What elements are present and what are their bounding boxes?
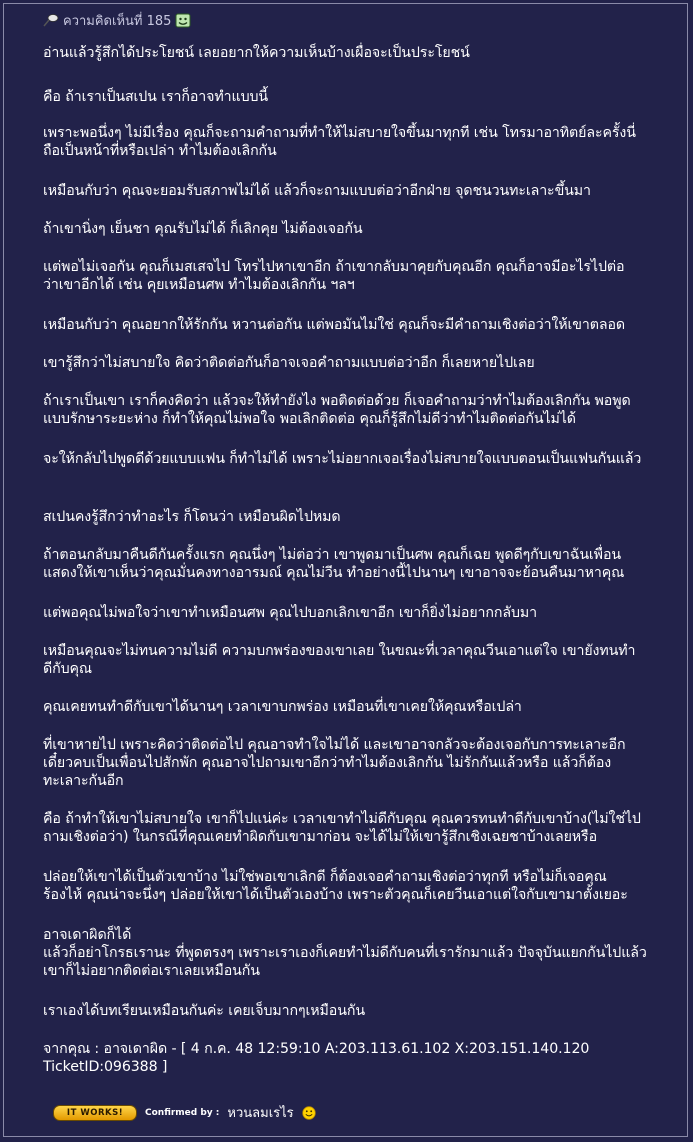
badge-label: IT WORKS! (66, 1107, 124, 1118)
smiley-icon (302, 1106, 316, 1120)
it-works-badge (53, 1105, 137, 1121)
comment-paragraph: เราเองได้บทเรียนเหมือนกันค่ะ เคยเจ็บมากๆเหมือนกัน (43, 1003, 365, 1019)
signature (53, 1102, 316, 1123)
comment-paragraph: จากคุณ : อาจเดาผิด - [ 4 ก.ค. 48 12:59:10 A:203.113.61.102 X:203.151.140.120 TicketID:096388 ] (43, 1041, 590, 1075)
comment-paragraph: สเปนคงรู้สึกว่าทำอะไร ก็โดนว่า เหมือนผิดไปหมด (43, 509, 341, 525)
comment-paragraph: จะให้กลับไปพูดดีด้วยแบบแฟน ก็ทำไม่ได้ เพราะไม่อยากเจอเรื่องไม่สบายใจแบบตอนเป็นแฟนกันแล้ว (43, 451, 642, 467)
comment-paragraph: แต่พอไม่เจอกัน คุณก็เมสเสจไป โทรไปหาเขาอีก ถ้าเขากลับมาคุยกับคุณอีก คุณก็อาจมีอะไรไปต่อ ว่าเขาอีกได้ เช่น คุยเหมือนศพ ทำไมต้องเลิกกัน ฯลฯ (43, 259, 625, 293)
comment-paragraph: อาจเดาผิดก็ได้ แล้วก็อย่าโกรธเรานะ ที่พูดตรงๆ เพราะเราเองก็เคยทำไม่ดีกับคนที่เรารักมาแล้ว ปัจจุบันแยกกันไปแล้ว เขาก็ไม่อยากติดต่อเราเลยเหมือนกัน (43, 927, 647, 979)
comment-paragraph: เพราะพอนึ่งๆ ไม่มีเรื่อง คุณก็จะถามคำถามที่ทำให้ไม่สบายใจขึ้นมาทุกที เช่น โทรมาอาทิตย์ละครั้งนี่ ถือเป็นหน้าที่หรือเปล่า ทำไมต้องเลิกกัน (43, 125, 636, 159)
comment-box (3, 3, 688, 1137)
comment-paragraph: ปล่อยให้เขาได้เป็นตัวเขาบ้าง ไม่ใช่พอเขาเลิกดี ก็ต้องเจอคำถามเชิงต่อว่าทุกที หรือไม่ก็เจอคุณ ร้องไห้ คุณน่าจะนึ่งๆ ปล่อยให้เขาได้เป็นตัวเองบ้าง เพราะตัวคุณก็เคยวีนเอาแต่ใจกับเขามาตั้งเยอะ (43, 869, 628, 903)
comment-paragraph: เหมือนกับว่า คุณอยากให้รักกัน หวานต่อกัน แต่พอมันไม่ใช่ คุณก็จะมีคำถามเชิงต่อว่าให้เขาตลอด (43, 317, 625, 333)
comment-paragraph: คือ ถ้าเราเป็นสเปน เราก็อาจทำแบบนี้ (43, 89, 268, 105)
comment-paragraph: อ่านแล้วรู้สึกได้ประโยชน์ เลยอยากให้ความเห็นบ้างเผื่อจะเป็นประโยชน์ (43, 45, 470, 61)
comment-paragraph: ถ้าเขานิ่งๆ เย็นชา คุณรับไม่ได้ ก็เลิกคุย ไม่ต้องเจอกัน (43, 221, 363, 237)
comment-paragraph: ที่เขาหายไป เพราะคิดว่าติดต่อไป คุณอาจทำใจไม่ได้ และเขาอาจกลัวจะต้องเจอกับการทะเลาะอีก เดี๋ยวคบเป็นเพื่อนไปสักพัก คุณอาจไปถามเขาอีกว่าทำไมต้องเลิกกัน ไม่รักกันแล้วหรือ แล้วก็ต้อง ทะเลาะกันอีก (43, 737, 626, 789)
comment-paragraph: คือ ถ้าทำให้เขาไม่สบายใจ เขาก็ไปแน่ค่ะ เวลาเขาทำไม่ดีกับคุณ คุณควรทนทำดีกับเขาบ้าง(ไม่ใช่ไป ถามเชิงต่อว่า) ในกรณีที่คุณเคยทำผิดกับเขามาก่อน จะได้ไม่ให้เขารู้สึกเชิงเฉยชาบ้างเลยหรือ (43, 811, 641, 845)
comment-paragraph: คุณเคยทนทำดีกับเขาได้นานๆ เวลาเขาบกพร่อง เหมือนที่เขาเคยให้คุณหรือเปล่า (43, 699, 522, 715)
comment-paragraph: เหมือนกับว่า คุณจะยอมรับสภาพไม่ได้ แล้วก็จะถามแบบต่อว่าอีกฝ่าย จุดชนวนทะเลาะขึ้นมา (43, 183, 591, 199)
comment-paragraph: ถ้าตอนกลับมาคืนดีกันครั้งแรก คุณนึ่งๆ ไม่ต่อว่า เขาพูดมาเป็นศพ คุณก็เฉย พูดดีๆกับเขาฉันเพื่อน แสดงให้เขาเห็นว่าคุณมั่นคงทางอารมณ์ คุณไม่วีน ทำอย่างนี้ไปนานๆ เขาอาจจะย้อนคืนมาหาคุณ (43, 547, 625, 581)
confirmed-name: หวนลมเรไร (227, 1106, 294, 1121)
comment-paragraph: เหมือนคุณจะไม่ทนความไม่ดี ความบกพร่องของเขาเลย ในขณะที่เวลาคุณวีนเอาแต่ใจ เขายังทนทำ ดีกับคุณ (43, 643, 636, 677)
comment-paragraph: เขารู้สึกว่าไม่สบายใจ คิดว่าติดต่อกันก็อาจเจอคำถามแบบต่อว่าอีก ก็เลยหายไปเลย (43, 355, 535, 371)
comment-paragraph: ถ้าเราเป็นเขา เราก็คงคิดว่า แล้วจะให้ทำยังไง พอติดต่อด้วย ก็เจอคำถามว่าทำไมต้องเลิกกัน พอพูด แบบรักษาระยะห่าง ก็ทำให้คุณไม่พอใจ พอเลิกติดต่อ คุณก็รู้สึกไม่ดีว่าทำไมติดต่อกันไม่ได้ (43, 393, 631, 427)
comment-body (43, 4, 688, 1104)
comment-paragraph: แต่พอคุณไม่พอใจว่าเขาทำเหมือนศพ คุณไปบอกเลิกเขาอีก เขาก็ยิ่งไม่อยากกลับมา (43, 605, 538, 621)
comment-title: ความคิดเห็นที่ 185 (63, 13, 172, 29)
confirmed-label: Confirmed by : (145, 1107, 220, 1118)
